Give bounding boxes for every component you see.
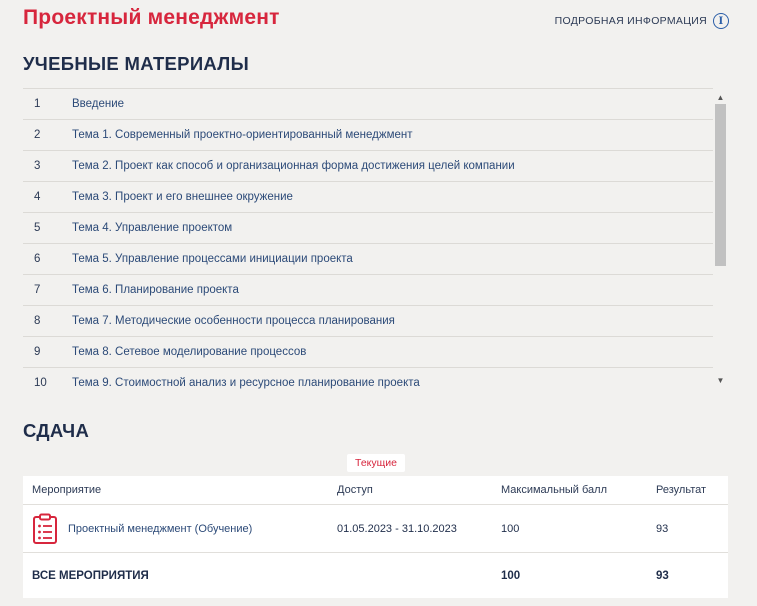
table-total-row: [23, 553, 728, 598]
list-item-number: 3: [34, 160, 41, 172]
materials-list: [23, 88, 713, 397]
table-header: [23, 476, 728, 505]
list-item-number: 1: [34, 98, 41, 110]
events-table: [23, 476, 728, 598]
list-item-link[interactable]: Тема 7. Методические особенности процесса планирования: [72, 315, 395, 327]
column-header-result: Результат: [656, 484, 707, 496]
list-item-number: 9: [34, 346, 41, 358]
event-result: 93: [656, 522, 669, 535]
list-item-link[interactable]: Введение: [72, 98, 125, 110]
total-result: 93: [656, 569, 669, 582]
column-header-max-score: Максимальный балл: [501, 484, 607, 496]
scrollbar-track[interactable]: [715, 104, 726, 381]
list-item-link[interactable]: Тема 6. Планирование проекта: [72, 284, 239, 296]
list-item-number: 10: [34, 377, 47, 389]
total-label: ВСЕ МЕРОПРИЯТИЯ: [32, 569, 149, 582]
list-item-number: 7: [34, 284, 41, 296]
submission-section-title: СДАЧА: [23, 420, 90, 441]
list-item-number: 5: [34, 222, 41, 234]
list-item-link[interactable]: Тема 8. Сетевое моделирование процессов: [72, 346, 307, 358]
list-item[interactable]: [23, 181, 713, 212]
materials-scrollbar[interactable]: [713, 88, 728, 397]
list-item[interactable]: [23, 367, 713, 397]
list-item-link[interactable]: Тема 4. Управление проектом: [72, 222, 233, 234]
clipboard-icon: [32, 513, 58, 545]
list-item[interactable]: [23, 88, 713, 119]
page-title: Проектный менеджмент: [23, 6, 280, 29]
event-cell: [23, 513, 337, 545]
scroll-down-icon[interactable]: ▼: [716, 375, 725, 385]
list-item[interactable]: [23, 150, 713, 181]
list-item[interactable]: [23, 336, 713, 367]
tab-current[interactable]: Текущие: [347, 454, 405, 472]
list-item-link[interactable]: Тема 5. Управление процессами инициации проекта: [72, 253, 353, 265]
details-link[interactable]: [555, 13, 729, 29]
materials-panel: [23, 88, 728, 397]
list-item-number: 4: [34, 191, 41, 203]
list-item[interactable]: [23, 305, 713, 336]
scroll-up-icon[interactable]: ▲: [716, 92, 725, 102]
list-item-number: 6: [34, 253, 41, 265]
list-item-link[interactable]: Тема 9. Стоимостной анализ и ресурсное планирование проекта: [72, 377, 420, 389]
scrollbar-thumb[interactable]: [715, 104, 726, 266]
event-access: 01.05.2023 - 31.10.2023: [337, 522, 457, 535]
details-link-label: ПОДРОБНАЯ ИНФОРМАЦИЯ: [554, 15, 707, 27]
total-max-score: 100: [501, 569, 521, 582]
list-item-number: 8: [34, 315, 41, 327]
list-item[interactable]: [23, 212, 713, 243]
info-icon[interactable]: I: [713, 13, 729, 29]
list-item[interactable]: [23, 274, 713, 305]
list-item-link[interactable]: Тема 2. Проект как способ и организационная форма достижения целей компании: [72, 160, 515, 172]
table-row[interactable]: [23, 505, 728, 553]
column-header-event: Мероприятие: [32, 484, 102, 496]
list-item-number: 2: [34, 129, 41, 141]
column-header-access: Доступ: [337, 484, 373, 496]
materials-section-title: УЧЕБНЫЕ МАТЕРИАЛЫ: [23, 53, 249, 74]
list-item-link[interactable]: Тема 3. Проект и его внешнее окружение: [72, 191, 293, 203]
list-item[interactable]: [23, 119, 713, 150]
event-max-score: 100: [501, 522, 520, 535]
list-item-link[interactable]: Тема 1. Современный проектно-ориентированный менеджмент: [72, 129, 413, 141]
event-name-link[interactable]: Проектный менеджмент (Обучение): [68, 522, 253, 535]
list-item[interactable]: [23, 243, 713, 274]
